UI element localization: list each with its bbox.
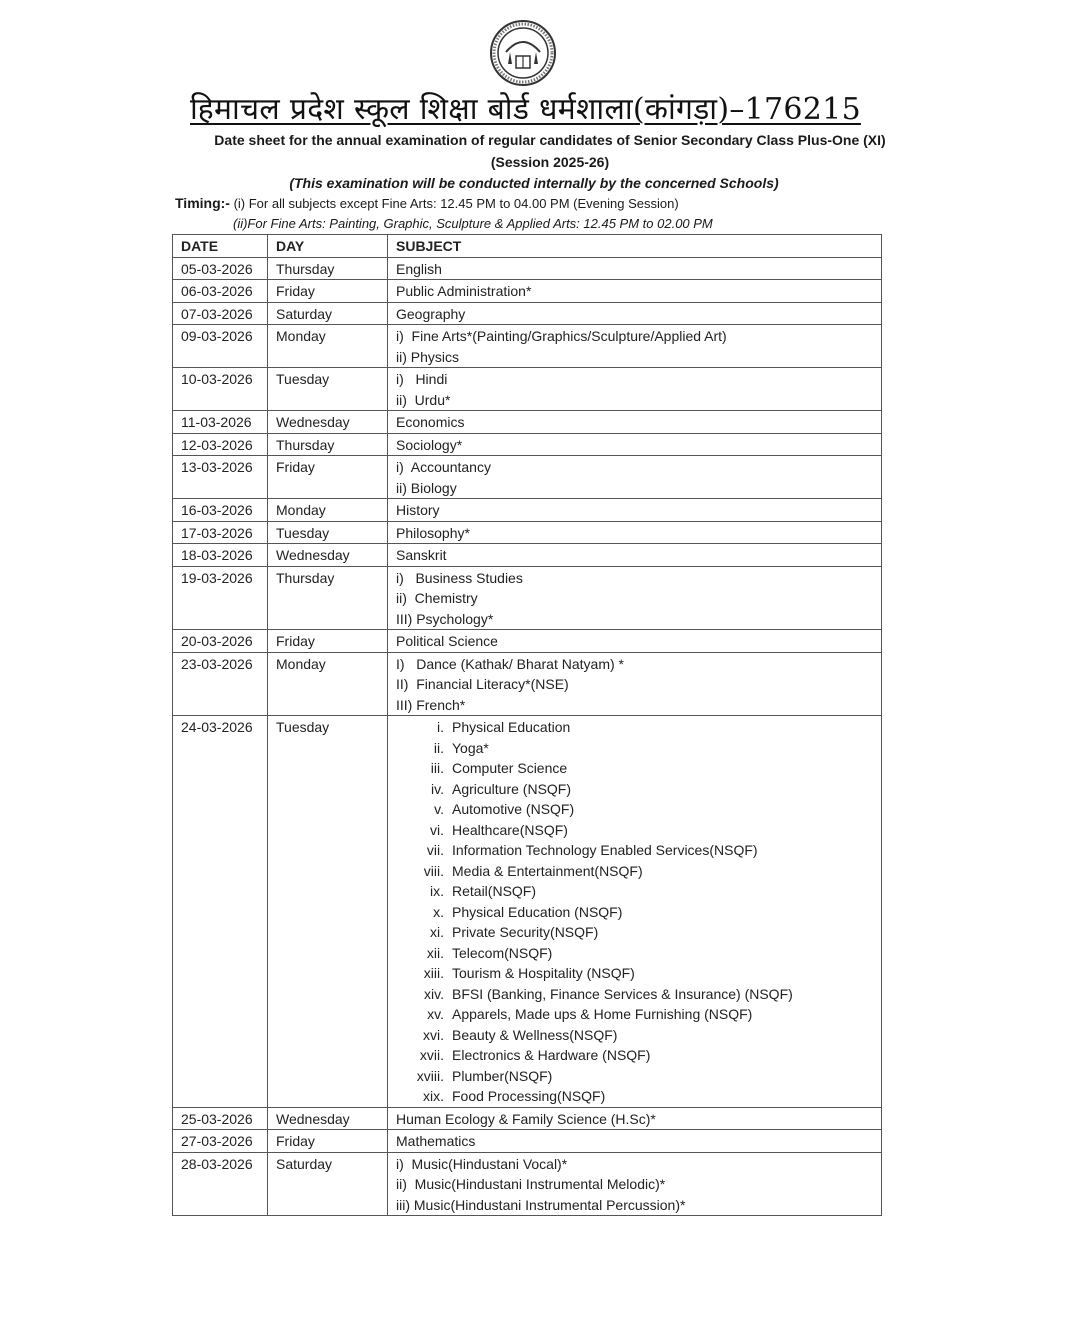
subject-item: Political Science (396, 633, 498, 649)
subject-number: xii. (426, 944, 444, 961)
timing-label: Timing:- (175, 195, 230, 211)
table-row (173, 1152, 882, 1216)
table-row (173, 411, 882, 434)
timing-line-1 (175, 195, 679, 211)
table-row (173, 433, 882, 456)
subject-item (396, 922, 873, 943)
subject-number: xvi. (423, 1026, 444, 1043)
exam-day: Friday (268, 456, 388, 499)
exam-date: 19-03-2026 (173, 566, 268, 630)
subject-item: i) Business Studies (396, 569, 523, 586)
exam-subjects (388, 411, 882, 434)
table-row (173, 1107, 882, 1130)
subject-item (396, 1066, 873, 1087)
exam-day: Thursday (268, 433, 388, 456)
subject-name: Healthcare(NSQF) (452, 821, 568, 838)
table-row (173, 456, 882, 499)
subject-item (396, 881, 873, 902)
subject-item: ii) Biology (396, 479, 457, 496)
subject-item (396, 943, 873, 964)
exam-subjects (388, 280, 882, 303)
internal-exam-note: (This examination will be conducted internally by the concerned Schools) (289, 175, 779, 191)
exam-subjects (388, 544, 882, 567)
table-row (173, 257, 882, 280)
exam-date: 18-03-2026 (173, 544, 268, 567)
subject-number: xv. (427, 1006, 444, 1022)
session-label: (Session 2025-26) (490, 154, 610, 170)
table-row (173, 1130, 882, 1153)
subject-name: Telecom(NSQF) (452, 944, 553, 961)
subject-name: Apparels, Made ups & Home Furnishing (NSQF) (452, 1006, 753, 1022)
subject-number: ix. (430, 883, 444, 899)
subject-item: Sanskrit (396, 547, 447, 563)
subject-item: i) Hindi (396, 371, 448, 387)
subject-number: xvii. (419, 1047, 444, 1063)
exam-date: 28-03-2026 (173, 1152, 268, 1216)
subject-name: Physical Education (NSQF) (452, 903, 623, 920)
exam-subjects (388, 368, 882, 411)
subject-number: iii. (430, 760, 444, 776)
subject-name: Electronics & Hardware (NSQF) (452, 1047, 651, 1063)
subject-item: Public Administration* (396, 283, 532, 299)
subject-number: viii. (423, 862, 444, 879)
exam-day: Thursday (268, 566, 388, 630)
exam-subjects (388, 716, 882, 1108)
timing-general: (i) For all subjects except Fine Arts: 12.45 PM to 04.00 PM (Evening Session) (229, 196, 679, 211)
subject-item: Geography (396, 305, 466, 322)
subject-item: Economics (396, 414, 465, 430)
table-row (173, 716, 882, 1108)
subject-item (396, 902, 873, 923)
subject-item: ii) Chemistry (396, 590, 478, 606)
table-row (173, 630, 882, 653)
exam-day: Tuesday (268, 521, 388, 544)
subject-item (396, 1004, 873, 1025)
exam-subjects (388, 433, 882, 456)
subject-name: Private Security(NSQF) (452, 924, 599, 940)
table-row (173, 280, 882, 303)
subject-item (396, 1045, 873, 1066)
subject-number: vii. (426, 842, 444, 858)
subject-number: xiv. (424, 985, 444, 1002)
table-row (173, 566, 882, 630)
subject-number: x. (433, 903, 444, 920)
exam-day: Monday (268, 499, 388, 522)
subject-name: Beauty & Wellness(NSQF) (452, 1026, 618, 1043)
subject-item: English (396, 260, 442, 277)
exam-day: Wednesday (268, 544, 388, 567)
subject-name: Plumber(NSQF) (452, 1067, 553, 1084)
subject-item: III) French* (396, 696, 466, 713)
exam-day: Wednesday (268, 1107, 388, 1130)
exam-date: 09-03-2026 (173, 325, 268, 368)
subject-name: Agriculture (NSQF) (452, 780, 572, 797)
subject-item (396, 799, 873, 820)
subject-number: xviii. (416, 1067, 444, 1084)
exam-subjects (388, 325, 882, 368)
table-row (173, 544, 882, 567)
date-sheet-table (172, 234, 882, 1216)
date-sheet-subtitle: Date sheet for the annual examination of regular candidates of Senior Secondary Class Plus-One (XI) (214, 132, 886, 148)
table-row (173, 368, 882, 411)
exam-day: Friday (268, 630, 388, 653)
subject-number: xiii. (423, 965, 444, 981)
board-title-hindi: हिमाचल प्रदेश स्कूल शिक्षा बोर्ड धर्मशाला(कांगड़ा)–176215 (190, 92, 861, 127)
subject-item: ii) Urdu* (396, 391, 451, 408)
exam-day: Friday (268, 280, 388, 303)
subject-item: II) Financial Literacy*(NSE) (396, 676, 569, 692)
header-day: DAY (268, 235, 388, 258)
subject-item: i) Fine Arts*(Painting/Graphics/Sculpture/Applied Art) (396, 328, 727, 344)
exam-day: Saturday (268, 1152, 388, 1216)
exam-day: Wednesday (268, 411, 388, 434)
table-row (173, 521, 882, 544)
exam-date: 12-03-2026 (173, 433, 268, 456)
subject-item: Human Ecology & Family Science (H.Sc)* (396, 1110, 656, 1127)
subject-item: ii) Physics (396, 348, 460, 365)
subject-item: i) Accountancy (396, 459, 491, 475)
subject-item (396, 963, 873, 984)
subject-item (396, 779, 873, 800)
subject-item: Sociology* (396, 436, 463, 453)
subject-name: Retail(NSQF) (452, 883, 537, 899)
exam-date: 11-03-2026 (173, 411, 268, 434)
subject-item (396, 984, 873, 1005)
exam-day: Monday (268, 652, 388, 716)
subject-name: Media & Entertainment(NSQF) (452, 862, 643, 879)
subject-name: Information Technology Enabled Services(NSQF) (452, 842, 758, 858)
exam-subjects (388, 257, 882, 280)
subject-item (396, 717, 873, 738)
exam-subjects (388, 1107, 882, 1130)
exam-date: 24-03-2026 (173, 716, 268, 1108)
exam-date: 20-03-2026 (173, 630, 268, 653)
exam-date: 13-03-2026 (173, 456, 268, 499)
exam-day: Thursday (268, 257, 388, 280)
subject-item: ii) Music(Hindustani Instrumental Melodic)* (396, 1176, 666, 1192)
exam-day: Tuesday (268, 716, 388, 1108)
subject-number: vi. (430, 821, 444, 838)
subject-number: xi. (430, 924, 444, 940)
exam-date: 25-03-2026 (173, 1107, 268, 1130)
subject-number: ii. (433, 739, 444, 756)
subject-name: Computer Science (452, 760, 568, 776)
subject-name: Food Processing(NSQF) (452, 1088, 606, 1104)
subject-item (396, 1086, 873, 1107)
exam-subjects (388, 566, 882, 630)
exam-date: 17-03-2026 (173, 521, 268, 544)
table-row (173, 652, 882, 716)
exam-day: Tuesday (268, 368, 388, 411)
exam-day: Monday (268, 325, 388, 368)
subject-name: BFSI (Banking, Finance Services & Insurance) (NSQF) (452, 985, 793, 1002)
header-subject: SUBJECT (388, 235, 882, 258)
board-seal-emblem-icon (488, 18, 558, 88)
exam-date: 27-03-2026 (173, 1130, 268, 1153)
exam-day: Saturday (268, 302, 388, 325)
subject-item (396, 738, 873, 759)
subject-number: v. (434, 801, 444, 817)
subject-item: Mathematics (396, 1133, 476, 1149)
subject-item: I) Dance (Kathak/ Bharat Natyam) * (396, 655, 624, 672)
subject-item: History (396, 502, 440, 518)
exam-subjects (388, 1130, 882, 1153)
table-header-row (173, 235, 882, 258)
header-date: DATE (173, 235, 268, 258)
subject-item: Philosophy* (396, 524, 470, 541)
exam-date: 07-03-2026 (173, 302, 268, 325)
exam-subjects (388, 1152, 882, 1216)
subject-name: Tourism & Hospitality (NSQF) (452, 965, 635, 981)
exam-subjects (388, 630, 882, 653)
subject-name: Automotive (NSQF) (452, 801, 575, 817)
subject-item: iii) Music(Hindustani Instrumental Percussion)* (396, 1196, 686, 1213)
subject-number: i. (437, 719, 444, 735)
exam-day: Friday (268, 1130, 388, 1153)
table-row (173, 499, 882, 522)
table-row (173, 325, 882, 368)
subject-name: Physical Education (452, 719, 571, 735)
subject-item (396, 758, 873, 779)
exam-subjects (388, 456, 882, 499)
exam-date: 23-03-2026 (173, 652, 268, 716)
exam-subjects (388, 652, 882, 716)
subject-item (396, 820, 873, 841)
subject-number: xix. (423, 1088, 444, 1104)
exam-subjects (388, 499, 882, 522)
subject-name: Yoga* (452, 739, 489, 756)
subject-item: i) Music(Hindustani Vocal)* (396, 1155, 568, 1172)
table-row (173, 302, 882, 325)
exam-date: 06-03-2026 (173, 280, 268, 303)
exam-subjects (388, 302, 882, 325)
timing-line-2: (ii)For Fine Arts: Painting, Graphic, Sculpture & Applied Arts: 12.45 PM to 02.00 PM (233, 216, 713, 231)
subject-item (396, 861, 873, 882)
exam-date: 10-03-2026 (173, 368, 268, 411)
subject-item (396, 1025, 873, 1046)
exam-date: 16-03-2026 (173, 499, 268, 522)
subject-number: iv. (431, 780, 444, 797)
exam-subjects (388, 521, 882, 544)
exam-date: 05-03-2026 (173, 257, 268, 280)
subject-item: III) Psychology* (396, 610, 494, 627)
subject-item (396, 840, 873, 861)
